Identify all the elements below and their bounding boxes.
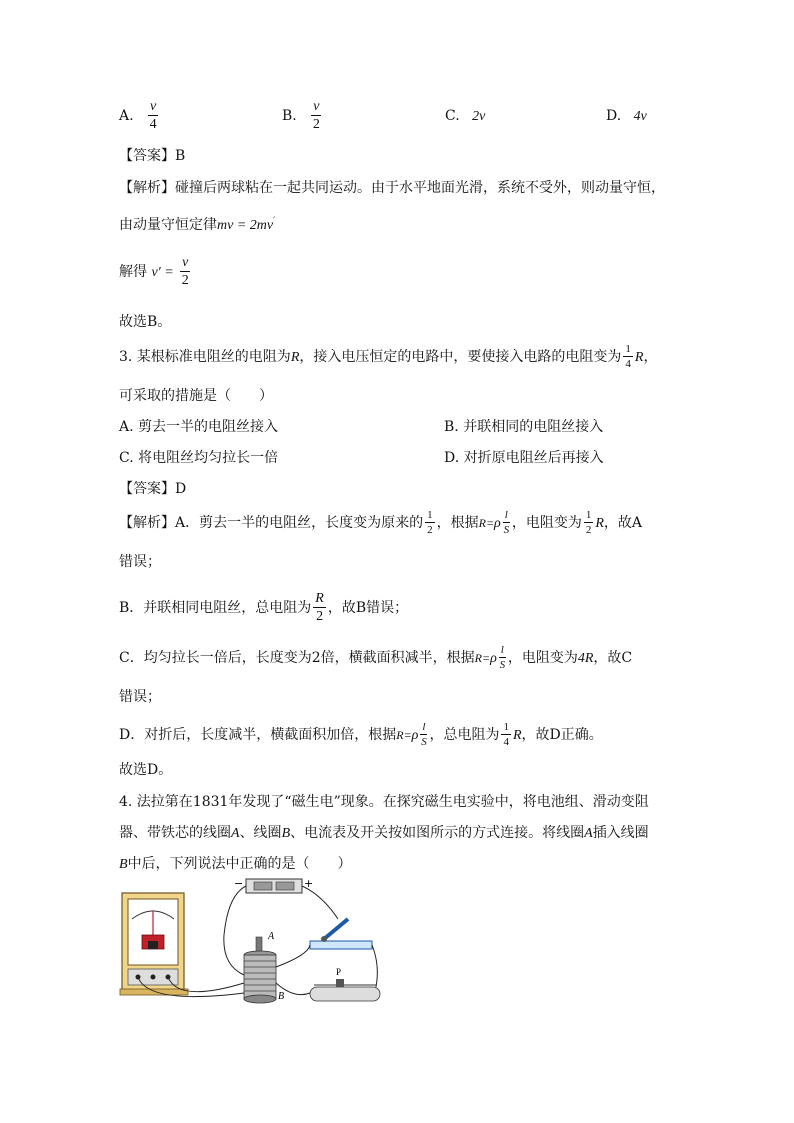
q2-option-b-num: v	[313, 99, 320, 114]
q2-option-a-label: A.	[119, 108, 134, 124]
battery-plus-label: +	[304, 877, 314, 890]
q3-option-b: B. 并联相同的电阻丝接入	[444, 419, 604, 435]
q4-line2-b: 、线圈	[239, 825, 282, 841]
q3-stem-r: R	[290, 350, 300, 365]
q3-a-formula-num: l	[504, 509, 508, 521]
q3-analysis-b	[119, 592, 408, 624]
q3-a-prefix: 【解析】A．剪去一半的电阻丝，长度变为原来的	[119, 515, 424, 531]
q2-solve-den: 2	[181, 273, 189, 288]
q2-option-a-fraction	[148, 100, 158, 132]
q2-solve-lhs: v′ =	[151, 265, 174, 280]
q3-d-prefix: D．对折后，长度减半，横截面积加倍，根据	[119, 727, 397, 743]
q3-a-half	[425, 510, 435, 536]
q3-d-formula-lhs: R=	[396, 728, 412, 742]
q3-a-end: ，故A	[603, 515, 643, 531]
q3-c-formula-lhs: R=	[474, 651, 491, 665]
knife-switch	[310, 919, 372, 949]
q3-c-formula-den: S	[499, 659, 506, 671]
q3-a-formula-frac	[503, 510, 510, 536]
q3-a-formula-lhs: R=	[478, 516, 495, 530]
q2-option-d-text: 4v	[633, 109, 647, 124]
battery-pack	[234, 877, 313, 893]
q3-analysis-a-line2: 错误；	[119, 554, 161, 570]
q2-option-c	[445, 108, 485, 125]
q4-coil-b-ref: B	[281, 826, 291, 841]
q3-d-mid: ，总电阻为	[429, 727, 500, 743]
q3-stem-frac-num: 1	[625, 343, 631, 355]
q4-line3-rest: 中后，下列说法中正确的是（ ）	[127, 856, 352, 872]
q2-solve-line	[119, 256, 192, 288]
q2-option-d	[606, 108, 647, 125]
q3-stem-a: 3. 某根标准电阻丝的电阻为	[119, 349, 291, 365]
q2-analysis-line1	[119, 177, 665, 197]
q3-a-formula-den: S	[503, 524, 510, 536]
q3-stem-line1	[119, 344, 657, 370]
q2-analysis-prefix: 由动量守恒定律	[119, 217, 217, 233]
q3-b-frac	[313, 592, 326, 624]
q2-analysis-text: 碰撞后两球粘在一起共同运动。由于水平地面光滑，系统不受外，则动量守恒，	[175, 180, 665, 196]
q3-a-res-den: 2	[585, 524, 592, 536]
q3-c-formula-num: l	[500, 644, 504, 656]
q3-c-end: ，故C	[593, 650, 633, 666]
q3-d-num: 1	[503, 721, 509, 733]
coil-a-label: A	[268, 931, 275, 942]
q3-d-formula-den: S	[421, 736, 427, 748]
q2-option-b-fraction	[311, 100, 321, 132]
q2-option-b-label: B.	[282, 108, 297, 124]
q3-a-res	[584, 510, 594, 536]
q3-c-mid: ，电阻变为	[507, 650, 578, 666]
q2-option-b	[282, 100, 323, 132]
q3-option-d: D. 对折原电阻丝后再接入	[444, 450, 604, 466]
galvanometer	[120, 893, 188, 995]
q3-option-a: A. 剪去一半的电阻丝接入	[119, 419, 279, 435]
q3-c-formula-rho: ρ	[490, 651, 497, 666]
q2-option-d-label: D.	[606, 108, 622, 124]
q3-answer: 【答案】D	[119, 481, 187, 497]
q3-d-end: ，故D正确。	[521, 727, 603, 743]
q4-line1: 4. 法拉第在1831年发现了“磁生电”现象。在探究磁生电实验中，将电池组、滑动变阻	[119, 794, 649, 810]
q3-a-mid2: ，电阻变为	[511, 515, 582, 531]
q4-line2	[119, 822, 649, 842]
q3-d-r: R	[512, 728, 522, 743]
q3-stem-b: ，接入电压恒定的电路中，要使接入电路的电阻变为	[299, 349, 622, 365]
q3-option-c: C. 将电阻丝均匀拉长一倍	[119, 450, 279, 466]
q3-d-den: 4	[503, 736, 509, 748]
q4-coil-a-ref2: A	[584, 826, 593, 841]
q2-option-a-den: 4	[149, 117, 157, 132]
q2-option-a	[119, 100, 160, 132]
q4-coil-a-ref: A	[231, 826, 240, 841]
q3-a-half-num: 1	[427, 509, 433, 521]
q2-answer: 【答案】B	[119, 148, 186, 164]
q3-a-res-num: 1	[585, 509, 592, 521]
q3-d-formula-rho: ρ	[411, 728, 419, 743]
induction-apparatus-figure	[118, 875, 388, 1010]
q3-d-formula-frac	[420, 722, 427, 748]
q4-coil-b-ref2: B	[119, 857, 128, 872]
q2-solve-num: v	[182, 255, 189, 270]
q3-a-res-r: R	[595, 516, 604, 531]
q2-option-c-text: 2v	[472, 109, 486, 124]
q2-solve-prefix: 解得	[119, 264, 147, 280]
coils-a-b	[244, 931, 284, 1003]
q2-analysis-label: 【解析】	[119, 180, 175, 196]
sliding-rheostat	[310, 967, 380, 1001]
q3-c-prefix: C．均匀拉长一倍后，长度变为2倍，横截面积减半，根据	[119, 650, 475, 666]
q3-stem-line2: 可采取的措施是（ ）	[119, 388, 273, 404]
q2-option-b-den: 2	[312, 117, 320, 132]
q3-stem-r2: R	[634, 350, 644, 365]
q3-a-mid: ，根据	[436, 515, 479, 531]
q2-analysis-line2: 由动量守恒定律mv = 2mv′	[119, 216, 276, 233]
q4-line2-a: 器、带铁芯的线圈	[119, 825, 231, 841]
q3-analysis-a	[119, 510, 642, 536]
coil-b-label: B	[278, 991, 285, 1002]
q3-d-frac	[501, 722, 511, 748]
q3-b-end: ，故B错误；	[327, 600, 409, 616]
q3-a-half-den: 2	[427, 524, 433, 536]
q3-b-num: R	[315, 591, 324, 606]
q3-analysis-d	[119, 722, 603, 748]
q3-stem-fraction	[623, 344, 633, 370]
q3-analysis-c	[119, 645, 632, 671]
q2-solve-fraction	[180, 256, 190, 288]
q3-b-prefix: B．并联相同电阻丝，总电阻为	[119, 600, 312, 616]
q3-d-formula-num: l	[422, 721, 426, 733]
q3-c-formula-frac	[499, 645, 506, 671]
q4-line2-d: 插入线圈	[592, 825, 649, 841]
q2-choose: 故选B。	[119, 314, 172, 330]
q3-b-den: 2	[316, 609, 324, 624]
q2-option-c-label: C.	[445, 108, 460, 124]
q4-line2-c: 、电流表及开关按如图所示的方式连接。将线圈	[290, 825, 585, 841]
q3-a-formula-rho: ρ	[494, 516, 501, 531]
q3-stem-end: ，	[643, 349, 658, 365]
slider-label: P	[336, 967, 342, 977]
q2-momentum-equation: mv = 2mv	[217, 218, 274, 233]
q3-choose: 故选D。	[119, 762, 173, 778]
battery-minus-label: −	[234, 877, 244, 890]
q3-stem-frac-den: 4	[625, 358, 631, 370]
q3-c-res: 4R	[577, 651, 594, 666]
q2-option-a-num: v	[150, 99, 157, 114]
q4-line3	[119, 853, 352, 873]
q3-analysis-c-line2: 错误；	[119, 689, 161, 705]
